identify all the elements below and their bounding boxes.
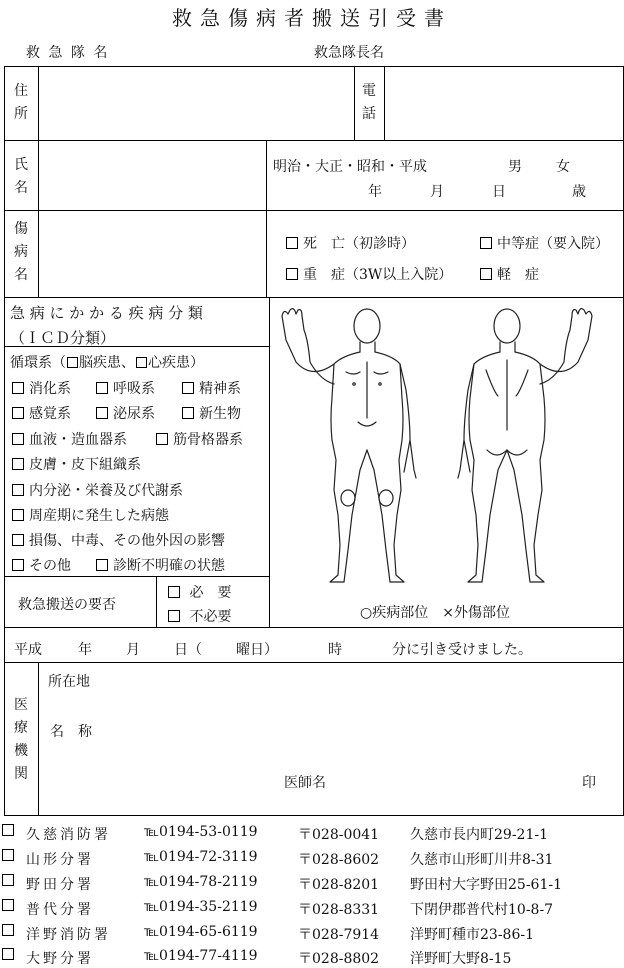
transport-label: 救急搬送の要否	[18, 597, 116, 613]
leader-name-field[interactable]	[410, 40, 610, 60]
seal-label: 印	[582, 775, 596, 791]
address-field[interactable]	[42, 70, 350, 136]
icd-injury-poison[interactable]: 損傷、中毒、その他外因の影響	[12, 530, 225, 550]
icd-other[interactable]: その他	[12, 555, 71, 575]
icd-mental[interactable]: 精神系	[182, 378, 241, 398]
transport-need[interactable]: 必 要	[168, 582, 231, 602]
accept-day: 日（	[174, 642, 202, 658]
icd-digestive[interactable]: 消化系	[12, 378, 71, 398]
accept-statement: 分に引き受けました。	[392, 642, 532, 658]
icd-blood[interactable]: 血液・造血器系	[12, 429, 127, 449]
icd-sensory[interactable]: 感覚系	[12, 403, 71, 423]
name-label: 氏名	[14, 157, 28, 196]
station-row[interactable]: 洋野消防署 ℡0194-65-6119 〒028-7914 洋野町種市23-86-1	[0, 924, 624, 944]
phone-field[interactable]	[388, 70, 618, 136]
icd-respiratory[interactable]: 呼吸系	[96, 378, 155, 398]
station-row[interactable]: 普代分署 ℡0194-35-2119 〒028-8331 下閉伊郡普代村10-8-7	[0, 899, 624, 919]
station-checkbox	[2, 849, 14, 861]
location-label: 所在地	[48, 674, 90, 690]
station-row[interactable]: 山形分署 ℡0194-72-3119 〒028-8602 久慈市山形町川井8-31	[0, 849, 624, 869]
option-severe[interactable]: 重 症（3W以上入院）	[286, 264, 452, 284]
station-row[interactable]: 野田分署 ℡0194-78-2119 〒028-8201 野田村大字野田25-61-1	[0, 874, 624, 894]
diagram-legend: ○疾病部位 ×外傷部位	[360, 605, 510, 621]
phone-label: 電話	[362, 83, 376, 122]
icd-perinatal[interactable]: 周産期に発生した病態	[12, 505, 169, 525]
address-label: 住所	[14, 83, 28, 122]
icd-subheading: （ＩＣＤ分類）	[10, 329, 116, 347]
icd-heading: 急 病 に か か る 疾 病 分 類	[10, 304, 203, 322]
station-checkbox	[2, 874, 14, 886]
icd-urinary[interactable]: 泌尿系	[96, 403, 155, 423]
checkbox-heart[interactable]	[136, 357, 147, 368]
option-mild[interactable]: 軽 症	[480, 264, 539, 284]
doctor-name-field[interactable]	[346, 768, 566, 790]
accept-hour: 時	[328, 642, 342, 658]
option-death[interactable]: 死 亡（初診時）	[286, 233, 415, 253]
sex-male[interactable]: 男	[508, 159, 522, 175]
station-checkbox	[2, 924, 14, 936]
era-label: 明治・大正・昭和・平成	[273, 159, 427, 175]
document-title: 救急傷病者搬送引受書	[172, 6, 452, 30]
injury-name-field[interactable]	[42, 214, 262, 292]
body-diagram[interactable]	[272, 300, 622, 600]
station-row[interactable]: 久慈消防署 ℡0194-53-0119 〒028-0041 久慈市長内町29-21-1	[0, 824, 624, 844]
team-name-label: 救 急 隊 名	[26, 45, 110, 61]
accept-year: 年	[78, 642, 92, 658]
icd-musculoskeletal[interactable]: 筋骨格器系	[156, 429, 243, 449]
station-row[interactable]: 大野分署 ℡0194-77-4119 〒028-8802 洋野町大野8-15	[0, 948, 624, 966]
station-checkbox	[2, 824, 14, 836]
body-back-figure	[458, 309, 592, 582]
icd-circulatory: 循環系（ 脳疾患、 心疾患）	[10, 355, 204, 371]
accept-month: 月	[126, 642, 140, 658]
injury-label: 傷病名	[14, 221, 28, 283]
birth-year-label: 年	[368, 184, 382, 200]
age-label: 歳	[572, 184, 586, 200]
icd-undetermined[interactable]: 診断不明確の状態	[96, 555, 225, 575]
team-name-field[interactable]	[128, 40, 308, 60]
station-checkbox	[2, 948, 14, 960]
icd-skin[interactable]: 皮膚・皮下組織系	[12, 454, 141, 474]
checkbox-brain[interactable]	[67, 357, 78, 368]
leader-name-label: 救急隊長名	[314, 45, 384, 61]
location-field[interactable]	[110, 668, 610, 690]
option-moderate[interactable]: 中等症（要入院）	[480, 233, 609, 253]
body-front-figure	[282, 309, 416, 582]
icd-endocrine[interactable]: 内分泌・栄養及び代謝系	[12, 480, 183, 500]
station-checkbox	[2, 899, 14, 911]
medical-institution-label: 医療機関	[14, 697, 28, 782]
transport-no-need[interactable]: 不必要	[168, 606, 231, 626]
birth-month-label: 月	[430, 184, 444, 200]
doctor-label: 医師名	[284, 775, 326, 791]
sex-female[interactable]: 女	[556, 159, 570, 175]
institution-name-field[interactable]	[110, 718, 610, 740]
icd-neoplasm[interactable]: 新生物	[182, 403, 241, 423]
accept-era: 平成	[14, 642, 42, 658]
patient-name-field[interactable]	[42, 144, 262, 206]
birth-day-label: 日	[492, 184, 506, 200]
institution-name-label: 名 称	[50, 724, 92, 740]
accept-weekday: 曜日）	[236, 642, 278, 658]
